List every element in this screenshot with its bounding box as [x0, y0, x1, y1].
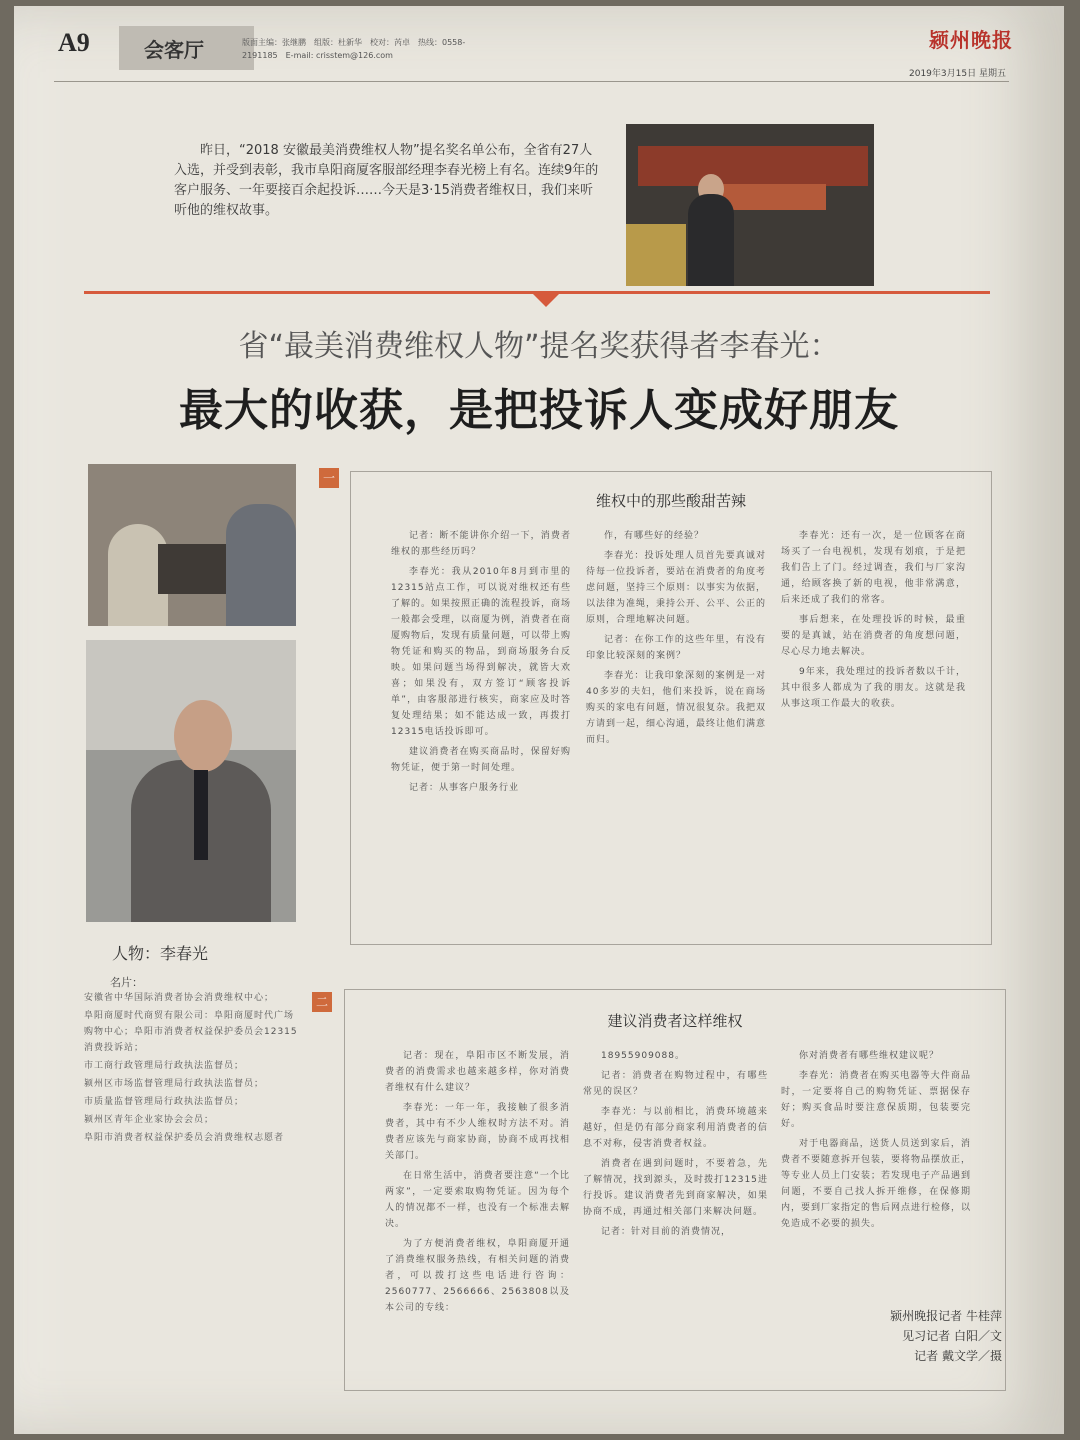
paragraph: 对于电器商品，送货人员送到家后，消费者不要随意拆开包装，要将物品摆放正，等专业人员上门安装；若发现电子产品遇到问题，不要自己找人拆开维修，在保修期内，要到厂家指定的售后网点进行检修，以免造成不必要的损失。	[781, 1139, 971, 1229]
byline-line: 记者 戴文学／摄	[914, 1349, 1002, 1363]
paragraph: 记者：消费者在购物过程中，有哪些常见的误区？	[583, 1071, 768, 1097]
profile-item: 阜阳商厦时代商贸有限公司：阜阳商厦时代广场购物中心；阜阳市消费者权益保护委员会12315消费投诉站；	[84, 1011, 298, 1053]
profile-item: 颍州区青年企业家协会会员；	[84, 1115, 215, 1125]
page-number: A9	[58, 28, 90, 57]
paragraph: 18955909088。	[601, 1051, 685, 1061]
paragraph: 你对消费者有哪些维权建议呢？	[799, 1051, 940, 1061]
section-tag-1: 一	[319, 468, 339, 488]
masthead-logo: 颍州晚报	[929, 28, 1013, 52]
box2-column-2	[583, 1048, 768, 1378]
newspaper-page	[14, 6, 1064, 1434]
box2-column-1	[385, 1048, 570, 1378]
paragraph: 李春光：让我印象深刻的案例是一对40多岁的夫妇，他们来投诉，说在商场购买的家电有问题，情况很复杂。我把双方请到一起，细心沟通，最终让他们满意而归。	[586, 671, 766, 745]
paragraph: 9年来，我处理过的投诉者数以千计，其中很多人都成为了我的朋友。这就是我从事这项工作最大的收获。	[781, 667, 966, 709]
paragraph: 记者：现在，阜阳市区不断发展，消费者的消费需求也越来越多样，你对消费者维权有什么建议？	[385, 1051, 570, 1093]
service-desk-photo	[88, 464, 296, 626]
paragraph: 李春光：消费者在购买电器等大件商品时，一定要将自己的购物凭证、票据保存好；购买食品时要注意保质期，包装要完好。	[781, 1071, 971, 1129]
profile-item: 安徽省中华国际消费者协会消费维权中心；	[84, 993, 275, 1003]
paragraph: 作，有哪些好的经验？	[604, 531, 705, 541]
paragraph: 记者：断不能讲你介绍一下，消费者维权的那些经历吗？	[391, 531, 571, 557]
tie-shape	[194, 770, 208, 860]
paragraph: 记者：针对目前的消费情况，	[601, 1227, 732, 1237]
portrait-photo	[86, 640, 296, 922]
subheadline: 省“最美消费维权人物”提名奖获得者李春光：	[238, 329, 840, 364]
stage-decoration	[626, 224, 686, 286]
box1-column-1	[391, 528, 571, 928]
profile-item: 阜阳市消费者权益保护委员会消费维权志愿者	[84, 1133, 285, 1143]
profile-list	[84, 990, 299, 1148]
publication-date: 2019年3月15日 星期五	[909, 69, 1006, 79]
section-tag-2: 二	[312, 992, 332, 1012]
byline-line: 颍州晚报记者 牛桂萍	[890, 1309, 1002, 1323]
award-photo	[626, 124, 874, 286]
award-banner	[638, 146, 868, 186]
main-headline: 最大的收获，是把投诉人变成好朋友	[179, 385, 899, 436]
profile-item: 颍州区市场监督管理局行政执法监督员；	[84, 1079, 265, 1089]
paragraph: 在日常生活中，消费者要注意“一个比两家”，一定要索取购物凭证。因为每个人的情况都不一样，也没有一个标准去解决。	[385, 1171, 570, 1229]
box2-column-3	[781, 1048, 971, 1298]
byline	[872, 1306, 1002, 1366]
paragraph: 事后想来，在处理投诉的时候，最重要的是真诚，站在消费者的角度想问题，尽心尽力地去解决。	[781, 615, 966, 657]
paragraph: 为了方便消费者维权，阜阳商厦开通了消费维权服务热线，有相关问题的消费者，可以拨打这些电话进行咨询：2560777、2566666、2563808以及本公司的专线：	[385, 1239, 570, 1313]
profile-title: 名片：	[110, 976, 143, 989]
profile-item: 市工商行政管理局行政执法监督员；	[84, 1061, 245, 1071]
box1-column-3	[781, 528, 966, 928]
paragraph: 李春光：一年一年，我接触了很多消费者，其中有不少人维权时方法不对。消费者应该先与商家协商，协商不成再找相关部门。	[385, 1103, 570, 1161]
paragraph: 建议消费者在购买商品时，保留好购物凭证，便于第一时间处理。	[391, 747, 571, 773]
intro-paragraph: 昨日，“2018 安徽最美消费维权人物”提名奖名单公布，全省有27人入选，并受到表彰，我市阜阳商厦客服部经理李春光榜上有名。连续9年的客户服务、一年要接百余起投诉……今天是3·15消费者维权日，我们来听听他的维权故事。	[174, 143, 599, 218]
person-figure	[688, 194, 734, 286]
header-rule	[54, 81, 1009, 82]
box1-title: 维权中的那些酸甜苦辣	[595, 492, 746, 510]
article-box-1	[350, 471, 992, 945]
paragraph: 李春光：投诉处理人员首先要真诚对待每一位投诉者，要站在消费者的角度考虑问题，坚持三个原则：以事实为依据，以法律为准绳，秉持公开、公平、公正的原则，合理地解决问题。	[586, 551, 766, 625]
face-shape	[174, 700, 232, 772]
man-figure	[226, 504, 296, 626]
section-name: 会客厅	[144, 38, 204, 62]
box1-column-2	[586, 528, 766, 928]
paragraph: 消费者在遇到问题时，不要着急，先了解情况，找到源头，及时拨打12315进行投诉。建议消费者先到商家解决，如果协商不成，再通过相关部门来解决问题。	[583, 1159, 768, 1217]
editor-info: 版面主编：张继鹏 组版：杜新华 校对：芮卓 热线：0558-2191185 E-mail: crisstem@126.com	[242, 38, 466, 60]
divider-notch	[532, 293, 560, 307]
paragraph: 记者：从事客户服务行业	[409, 783, 520, 793]
paragraph: 李春光：我从2010年8月到市里的12315站点工作，可以说对维权还有些了解的。如果按照正确的流程投诉，商场一般都会受理，以商厦为例，消费者在商厦购物后，发现有质量问题，可以带上购物凭证和购买的物品，到商场服务台反映。如果问题当场得到解决，就皆大欢喜；如果没有，双方签订“顾客投诉单”，由客服部进行核实，商家应及时答复处理结果；如不能达成一致，再拨打12315电话投诉即可。	[391, 567, 571, 737]
paragraph: 李春光：与以前相比，消费环境越来越好，但是仍有部分商家利用消费者的信息不对称，侵害消费者权益。	[583, 1107, 768, 1149]
byline-line: 见习记者 白阳／文	[902, 1329, 1002, 1343]
person-label: 人物：李春光	[112, 944, 209, 963]
paragraph: 李春光：还有一次，是一位顾客在商场买了一台电视机，发现有划痕，于是把我们告上了门。经过调查，我们与厂家沟通，给顾客换了新的电视，他非常满意，后来还成了我们的常客。	[781, 531, 966, 605]
paragraph: 记者：在你工作的这些年里，有没有印象比较深刻的案例？	[586, 635, 766, 661]
profile-item: 市质量监督管理局行政执法监督员；	[84, 1097, 245, 1107]
box2-title: 建议消费者这样维权	[607, 1012, 743, 1030]
